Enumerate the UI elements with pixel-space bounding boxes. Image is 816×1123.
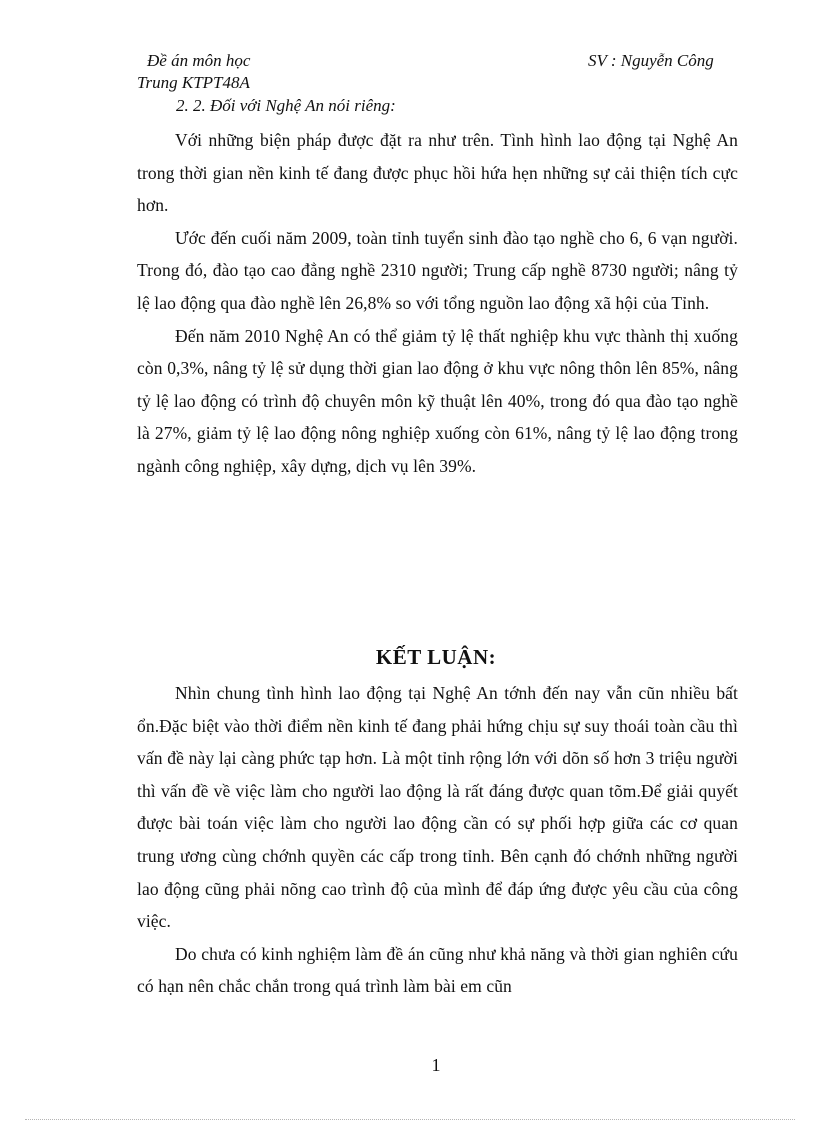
conclusion-body <box>137 677 738 1003</box>
conclusion-paragraph-2: Do chưa có kinh nghiệm làm đề án cũng như khả năng và thời gian nghiên cứu có hạn nên chắc chắn trong quá trình làm bài em cũn <box>137 943 738 997</box>
conclusion-heading: KẾT LUẬN: <box>375 645 497 669</box>
conclusion-paragraph-1: Nhìn chung tình hình lao động tại Nghệ An tớnh đến nay vẫn cũn nhiều bất ổn.Đặc biệt vào thời điểm nền kinh tế đang phải hứng chịu sự suy thoái toàn cầu thì vấn đề này lại càng phức tạp hơn. Là một tỉnh rộng lớn với dõn số hơn 3 triệu người thì vấn đề về việc làm cho người lao động là rất đáng được quan tõm.Để giải quyết được bài toán việc làm cho người lao động cần có sự phối hợp giữa các cơ quan trung ương cùng chớnh quyền các cấp trong tỉnh. Bên cạnh đó chớnh những người lao động cũng phải nõng cao trình độ của mình để đáp ứng được yêu cầu của công việc. <box>137 683 738 932</box>
student-name: SV : Nguyễn Công <box>588 51 714 70</box>
section-body <box>137 124 738 483</box>
section-paragraph-3: Đến năm 2010 Nghệ An có thể giảm tỷ lệ thất nghiệp khu vực thành thị xuống còn 0,3%, nâng tỷ lệ sử dụng thời gian lao động ở khu vực nông thôn lên 85%, nâng tỷ lệ lao động có trình độ chuyên môn kỹ thuật lên 40%, trong đó qua đào tạo nghề là 27%, giảm tỷ lệ lao động nông nghiệp xuống còn 61%, nâng tỷ lệ lao động trong ngành công nghiệp, xây dựng, dịch vụ lên 39%. <box>137 325 738 476</box>
section-paragraph-2: Ước đến cuối năm 2009, toàn tỉnh tuyển sinh đào tạo nghề cho 6, 6 vạn người. Trong đó, đào tạo cao đẳng nghề 2310 người; Trung cấp nghề 8730 người; nâng tỷ lệ lao động qua đào nghề lên 26,8% so với tổng nguồn lao động xã hội của Tỉnh. <box>137 227 738 313</box>
class-code: Trung KTPT48A <box>137 73 250 92</box>
footer-divider <box>25 1119 795 1120</box>
section-subheading: 2. 2. Đối với Nghệ An nói riêng: <box>176 96 396 115</box>
course-title: Đề án môn học <box>147 51 251 70</box>
page-number: 1 <box>431 1055 441 1075</box>
section-paragraph-1: Với những biện pháp được đặt ra như trên. Tình hình lao động tại Nghệ An trong thời gian nền kinh tế đang được phục hồi hứa hẹn những sự cải thiện tích cực hơn. <box>137 130 738 216</box>
